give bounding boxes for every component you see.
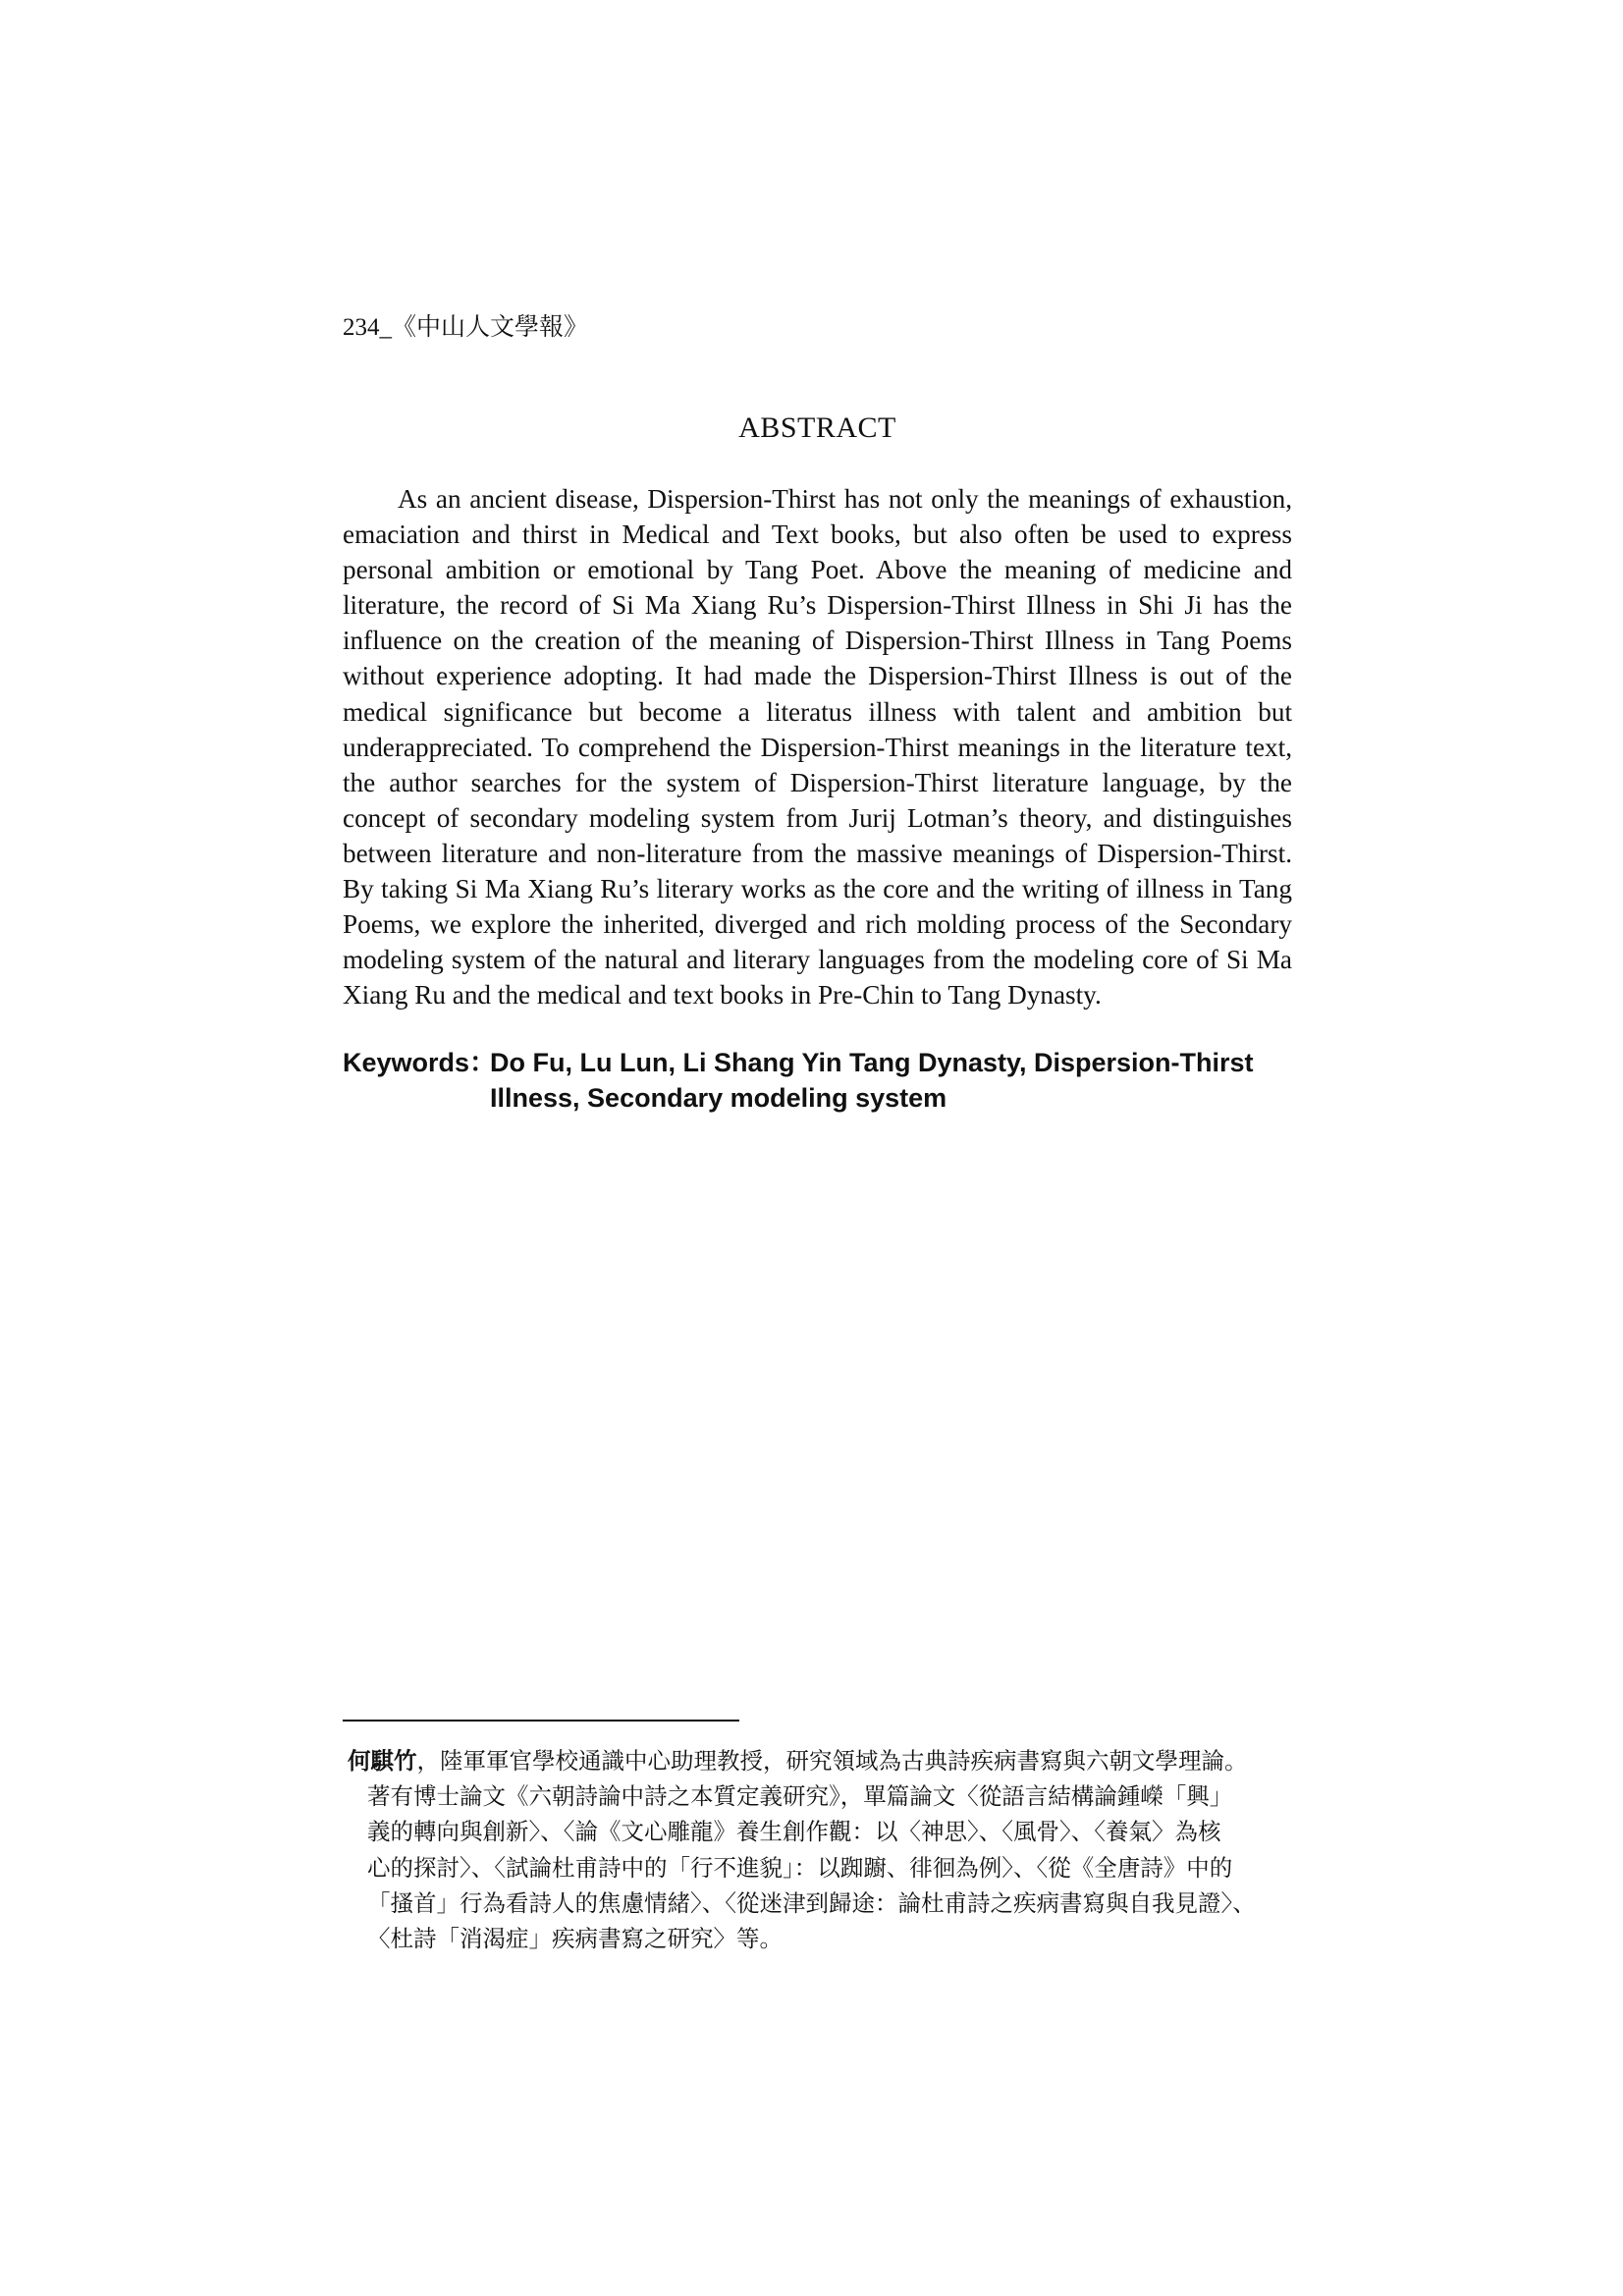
keywords-block xyxy=(343,1045,1305,1116)
footnote-line: 義的轉向與創新〉、〈論《文心雕龍》養生創作觀：以〈神思〉、〈風骨〉、〈養氣〉為核 xyxy=(367,1818,1221,1846)
footnote-rule xyxy=(343,1720,739,1722)
author-footnote xyxy=(348,1743,1295,1956)
footnote-line: 〈杜詩「消渴症」疾病書寫之研究〉等。 xyxy=(367,1925,783,1953)
abstract-title: ABSTRACT xyxy=(738,411,896,444)
keywords-label: Keywords： xyxy=(343,1048,497,1077)
abstract-body: As an ancient disease, Dispersion-Thirst has not only the meanings of exhaustion, emaciation and thirst in Medical and Text books, but also often be used to express personal ambition or emotional by Tang Poet. Above the meaning of medicine and literature, the record of Si Ma Xiang Ru’s Dispersion-Thirst Illness in Shi Ji has the influence on the creation of the meaning of Dispersion-Thirst Illness in Tang Poems without experience adopting. It had made the Dispersion-Thirst Illness is out of the medical significance but become a literatus illness with talent and ambition but underappreciated. To comprehend the Dispersion-Thirst meanings in the literature text, the author searches for the system of Dispersion-Thirst literature language, by the concept of secondary modeling system from Jurij Lotman’s theory, and distinguishes between literature and non-literature from the massive meanings of Dispersion-Thirst. By taking Si Ma Xiang Ru’s literary works as the core and the writing of illness in Tang Poems, we explore the inherited, diverged and rich molding process of the Secondary modeling system of the natural and literary languages from the modeling core of Si Ma Xiang Ru and the medical and text books in Pre-Chin to Tang Dynasty. xyxy=(343,484,1292,1011)
running-head: 234_《中山人文學報》 xyxy=(343,314,589,341)
footnote-line xyxy=(348,1743,1295,1778)
footnote-line: 「搔首」行為看詩人的焦慮情緒〉、〈從迷津到歸途：論杜甫詩之疾病書寫與自我見證〉、 xyxy=(367,1888,1256,1917)
footnote-line-text: ，陸軍軍官學校通識中心助理教授，研究領域為古典詩疾病書寫與六朝文學理論。 xyxy=(416,1747,1248,1775)
footnote-line: 心的探討〉、〈試論杜甫詩中的「行不進貌」：以踟躕、徘徊為例〉、〈從《全唐詩》中的 xyxy=(367,1853,1233,1882)
footnote-author: 何騏竹 xyxy=(348,1747,417,1775)
footnote-line: 著有博士論文《六朝詩論中詩之本質定義研究》，單篇論文〈從語言結構論鍾嶸「興」 xyxy=(367,1782,1233,1811)
keywords-text: Do Fu, Lu Lun, Li Shang Yin Tang Dynasty, Dispersion-Thirst Illness, Secondary modeling system xyxy=(490,1048,1254,1113)
